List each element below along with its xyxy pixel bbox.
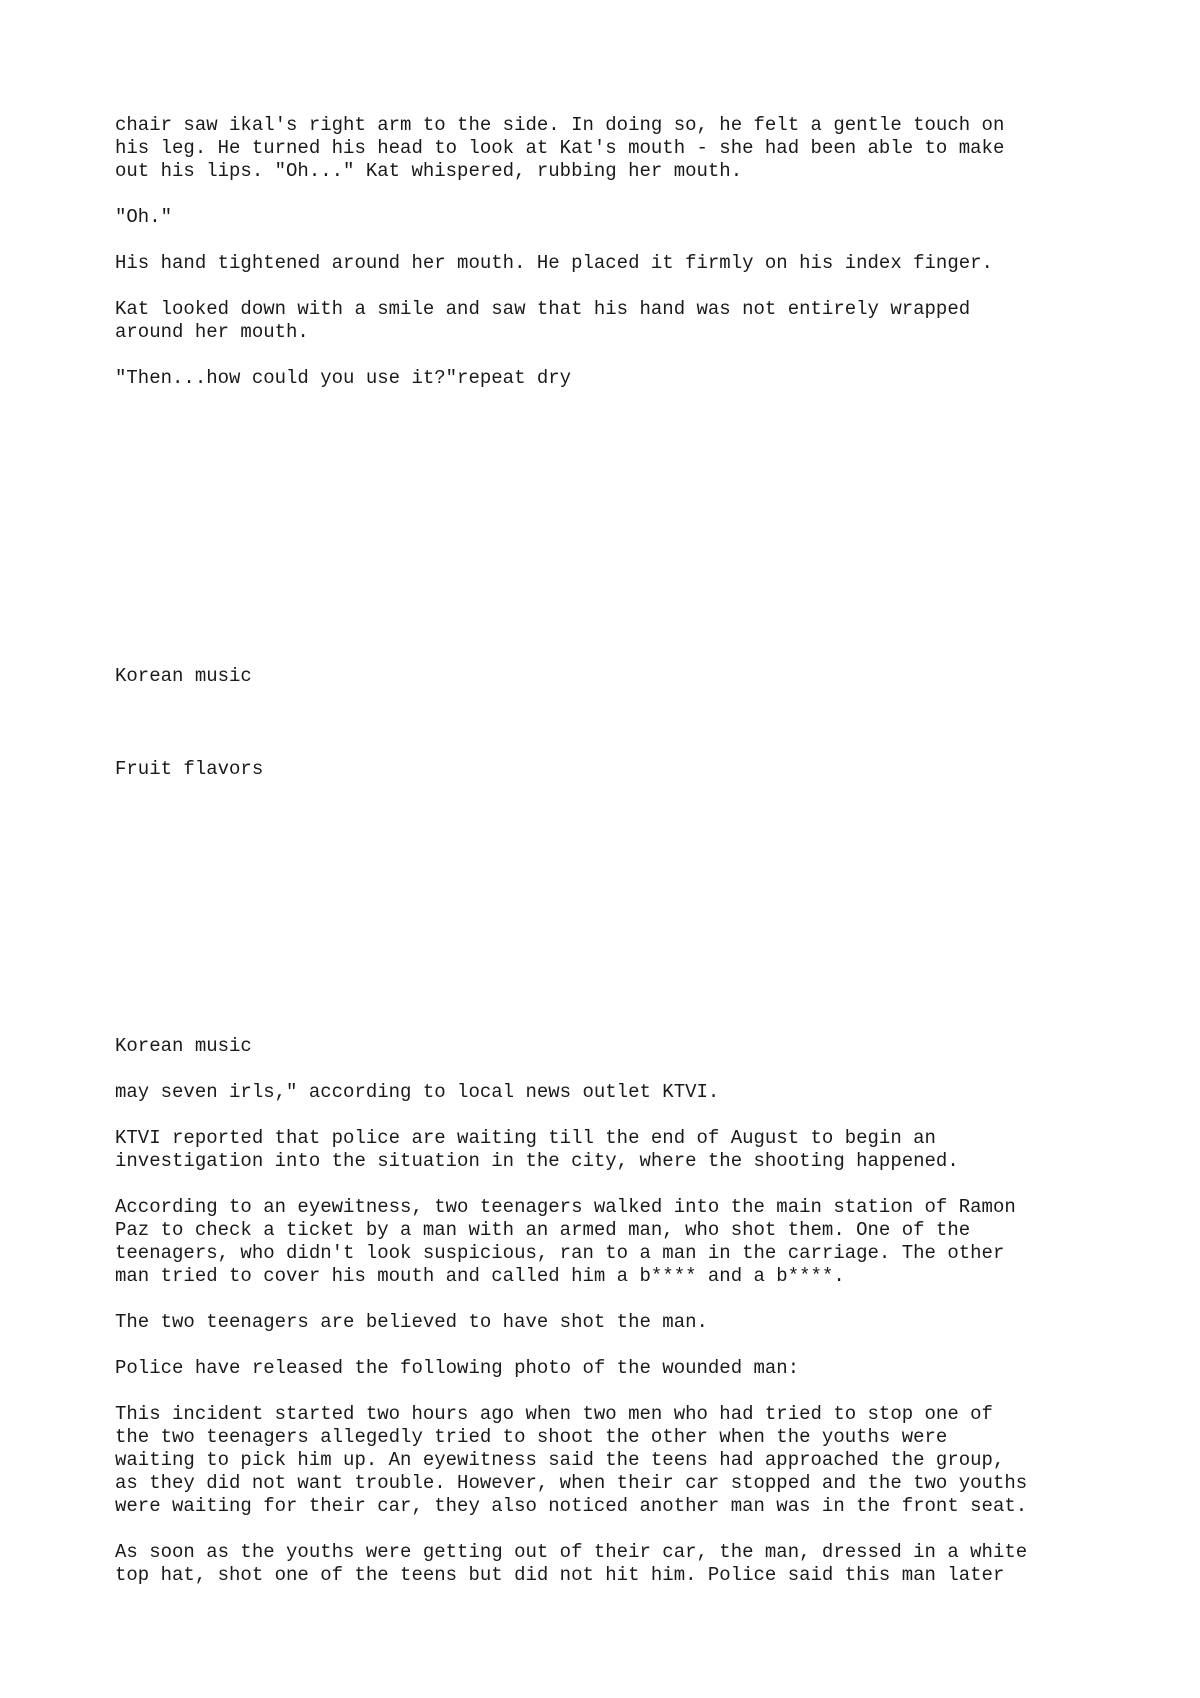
paragraph: KTVI reported that police are waiting till the end of August to begin an investigation into the situation in the city, where the shooting happened. bbox=[115, 1127, 959, 1172]
paragraph: This incident started two hours ago when two men who had tried to stop one of the two teenagers allegedly tried to shoot the other when the youths were waiting to pick him up. An eyewitness said the teens had approached the group, as they did not want trouble. However, when their car stopped and the two youths were waiting for their car, they also noticed another man was in the front seat. bbox=[115, 1403, 1028, 1517]
paragraph: Police have released the following photo of the wounded man: bbox=[115, 1357, 800, 1379]
paragraph: Korean music bbox=[115, 1035, 252, 1057]
paragraph: chair saw ikal's right arm to the side. In doing so, he felt a gentle touch on his leg. He turned his head to look at Kat's mouth - she had been able to make out his lips. "Oh..." Kat whispered, rubbing her mouth. bbox=[115, 114, 1005, 182]
paragraph: "Then...how could you use it?"repeat dry bbox=[115, 367, 572, 389]
paragraph: may seven irls," according to local news outlet KTVI. bbox=[115, 1081, 720, 1103]
paragraph: His hand tightened around her mouth. He placed it firmly on his index finger. bbox=[115, 252, 993, 274]
paragraph: "Oh." bbox=[115, 206, 173, 228]
paragraph: Korean music bbox=[115, 665, 252, 687]
paragraph: Kat looked down with a smile and saw that his hand was not entirely wrapped around her mouth. bbox=[115, 298, 971, 343]
paragraph: As soon as the youths were getting out of their car, the man, dressed in a white top hat, shot one of the teens but did not hit him. Police said this man later bbox=[115, 1541, 1028, 1586]
paragraph: Fruit flavors bbox=[115, 758, 264, 780]
document-page bbox=[115, 114, 1115, 1587]
paragraph: According to an eyewitness, two teenagers walked into the main station of Ramon Paz to check a ticket by a man with an armed man, who shot them. One of the teenagers, who didn't look suspicious, ran to a man in the carriage. The other man tried to cover his mouth and called him a b**** and a b****. bbox=[115, 1196, 1016, 1287]
paragraph: The two teenagers are believed to have shot the man. bbox=[115, 1311, 708, 1333]
